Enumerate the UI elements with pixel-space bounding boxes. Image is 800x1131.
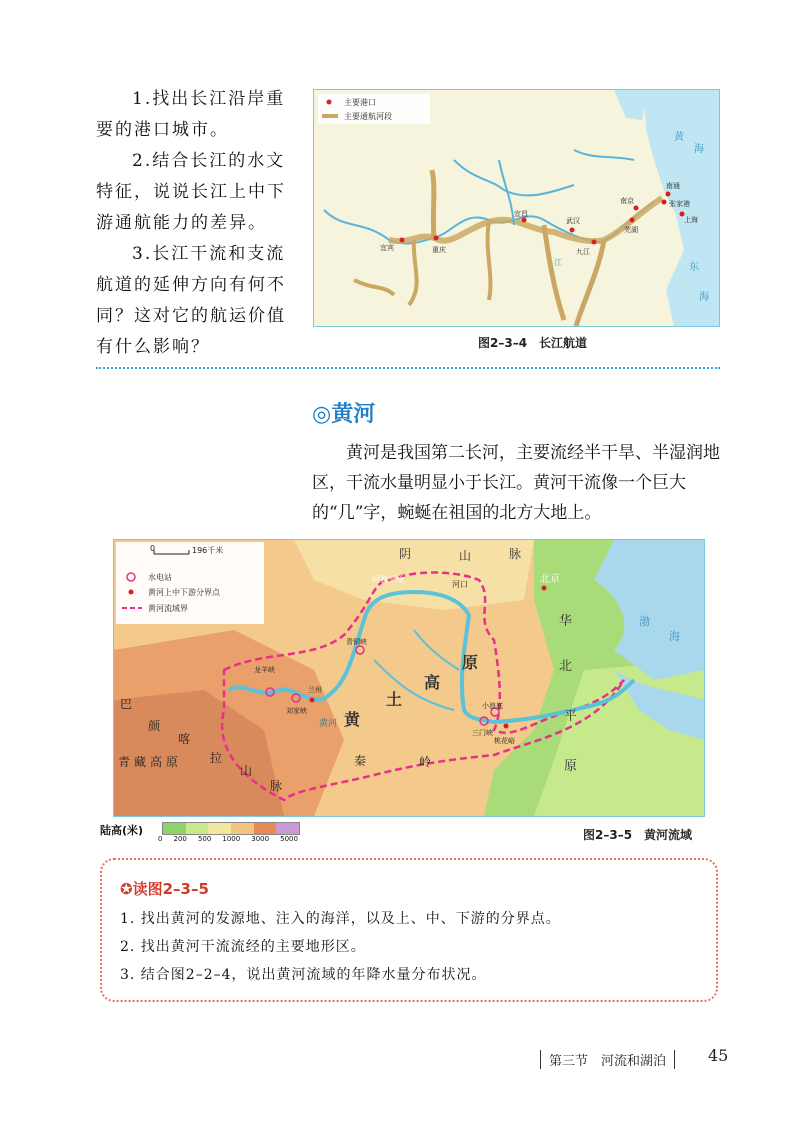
- elevation-swatch: [208, 823, 231, 834]
- activity-item: 1. 找出黄河的发源地、注入的海洋，以及上、中、下游的分界点。: [120, 911, 561, 927]
- station-label: 小浪底: [482, 702, 503, 710]
- elevation-tick: 5000: [280, 835, 298, 843]
- terrain-label: 青: [118, 755, 131, 769]
- place-label: 河口: [452, 580, 468, 589]
- elevation-tick: 0: [158, 835, 163, 843]
- terrain-label: 华: [559, 614, 573, 629]
- plain-label: 河套平原: [372, 575, 404, 584]
- legend-basin-label: 黄河流域界: [148, 604, 188, 613]
- station-label: 青铜峡: [346, 638, 367, 646]
- city-label-beijing: 北京: [540, 574, 560, 585]
- city-label: 上海: [684, 216, 698, 224]
- map1-caption: 图2–3–4 长江航道: [478, 336, 588, 350]
- river-label: 黄河: [319, 719, 338, 729]
- legend-boundary-point-label: 黄河上中下游分界点: [148, 588, 220, 597]
- city-label: 南京: [620, 197, 634, 205]
- elevation-title: 陆高(米): [100, 824, 144, 837]
- city-label: 芜湖: [624, 226, 638, 234]
- scale-distance: 196千米: [192, 546, 224, 555]
- sea-label: 黄: [674, 132, 684, 143]
- terrain-label: 山: [240, 764, 253, 778]
- city-label: 南通: [666, 182, 680, 190]
- terrain-label: 北: [559, 659, 573, 674]
- yellow-river-map-svg: [114, 540, 704, 816]
- elevation-tick: 500: [197, 835, 212, 843]
- boundary-point-label: 桃花峪: [494, 737, 515, 745]
- sea-label: 海: [694, 144, 704, 155]
- terrain-label: 藏: [134, 755, 147, 769]
- elevation-tick: 3000: [251, 835, 270, 843]
- activity-item: 3. 结合图2–2–4，说出黄河流域的年降水量分布状况。: [120, 967, 487, 983]
- section-title: ◎黄河: [312, 402, 376, 427]
- terrain-label: 巴: [120, 697, 133, 711]
- terrain-label: 阴: [399, 547, 412, 561]
- terrain-label: 脉: [509, 547, 522, 561]
- terrain-label: 原: [166, 755, 179, 769]
- question-2: 2.结合长江的水文特征，说说长江上中下游通航能力的差异。: [96, 151, 286, 233]
- terrain-label: 黄: [344, 710, 361, 729]
- terrain-label: 原: [462, 653, 479, 672]
- section-paragraph: [312, 438, 722, 528]
- scale-zero: 0: [150, 544, 156, 553]
- footer-section: 第三节 河流和湖泊: [540, 1050, 675, 1069]
- city-label: 宜昌: [514, 210, 528, 218]
- elevation-swatch: [186, 823, 209, 834]
- terrain-label: 土: [386, 690, 403, 709]
- terrain-label: 高: [424, 673, 441, 692]
- legend-hydro-label: 水电站: [148, 573, 172, 582]
- question-3: 3.长江干流和支流航道的延伸方向有何不同？这对它的航运价值有什么影响？: [96, 244, 286, 357]
- elevation-swatch: [231, 823, 254, 834]
- elevation-color-bar: [162, 822, 300, 835]
- river-label: 江: [554, 258, 562, 267]
- terrain-label: 秦: [354, 754, 367, 768]
- sea-label: 海: [699, 292, 709, 303]
- station-label: 龙羊峡: [254, 666, 275, 674]
- sea-label: 东: [689, 262, 699, 273]
- elevation-ticks: [158, 835, 298, 843]
- elevation-swatch: [276, 823, 299, 834]
- terrain-label: 山: [459, 549, 472, 563]
- activity-item: 2. 找出黄河干流流经的主要地形区。: [120, 939, 366, 955]
- yangtze-map-svg: [314, 90, 719, 326]
- terrain-label: 高: [150, 755, 163, 769]
- question-list: [96, 84, 296, 363]
- map2-caption: 图2–3–5 黄河流域: [583, 828, 693, 842]
- page-number: 45: [708, 1046, 729, 1065]
- elevation-tick: 1000: [222, 835, 241, 843]
- elevation-tick: 200: [173, 835, 187, 843]
- yangtze-navigation-map: [313, 89, 720, 327]
- city-label: 宜宾: [380, 244, 394, 252]
- terrain-label: 喀: [178, 732, 191, 746]
- terrain-label: 原: [564, 759, 578, 774]
- elevation-swatch: [163, 823, 186, 834]
- elevation-swatch: [254, 823, 277, 834]
- legend-route-label: 主要通航河段: [344, 112, 392, 121]
- city-label: 武汉: [566, 217, 580, 225]
- yellow-river-basin-map: [113, 539, 705, 817]
- question-1: 1.找出长江沿岸重要的港口城市。: [96, 89, 286, 140]
- city-label: 张家港: [669, 200, 690, 208]
- legend-port-label: 主要港口: [344, 98, 376, 107]
- station-label: 三门峡: [472, 729, 493, 737]
- terrain-label: 拉: [210, 751, 223, 765]
- station-label: 刘家峡: [286, 707, 307, 715]
- city-label: 兰州: [308, 686, 322, 694]
- city-label: 重庆: [432, 246, 446, 254]
- section-divider: [96, 367, 720, 369]
- sea-label: 海: [669, 630, 680, 643]
- paragraph-text: 黄河是我国第二长河，主要流经半干旱、半湿润地区，干流水量明显小于长江。黄河干流像一个巨大的“几”字，蜿蜒在祖国的北方大地上。: [312, 443, 720, 523]
- sea-label: 渤: [639, 615, 650, 628]
- terrain-label: 脉: [270, 779, 283, 793]
- reading-activity-box: [100, 858, 718, 1002]
- activity-title: ✪读图2–3–5: [120, 880, 209, 898]
- city-label: 九江: [576, 248, 590, 256]
- terrain-label: 平: [564, 709, 578, 724]
- terrain-label: 岭: [419, 755, 432, 769]
- terrain-label: 颜: [148, 719, 161, 733]
